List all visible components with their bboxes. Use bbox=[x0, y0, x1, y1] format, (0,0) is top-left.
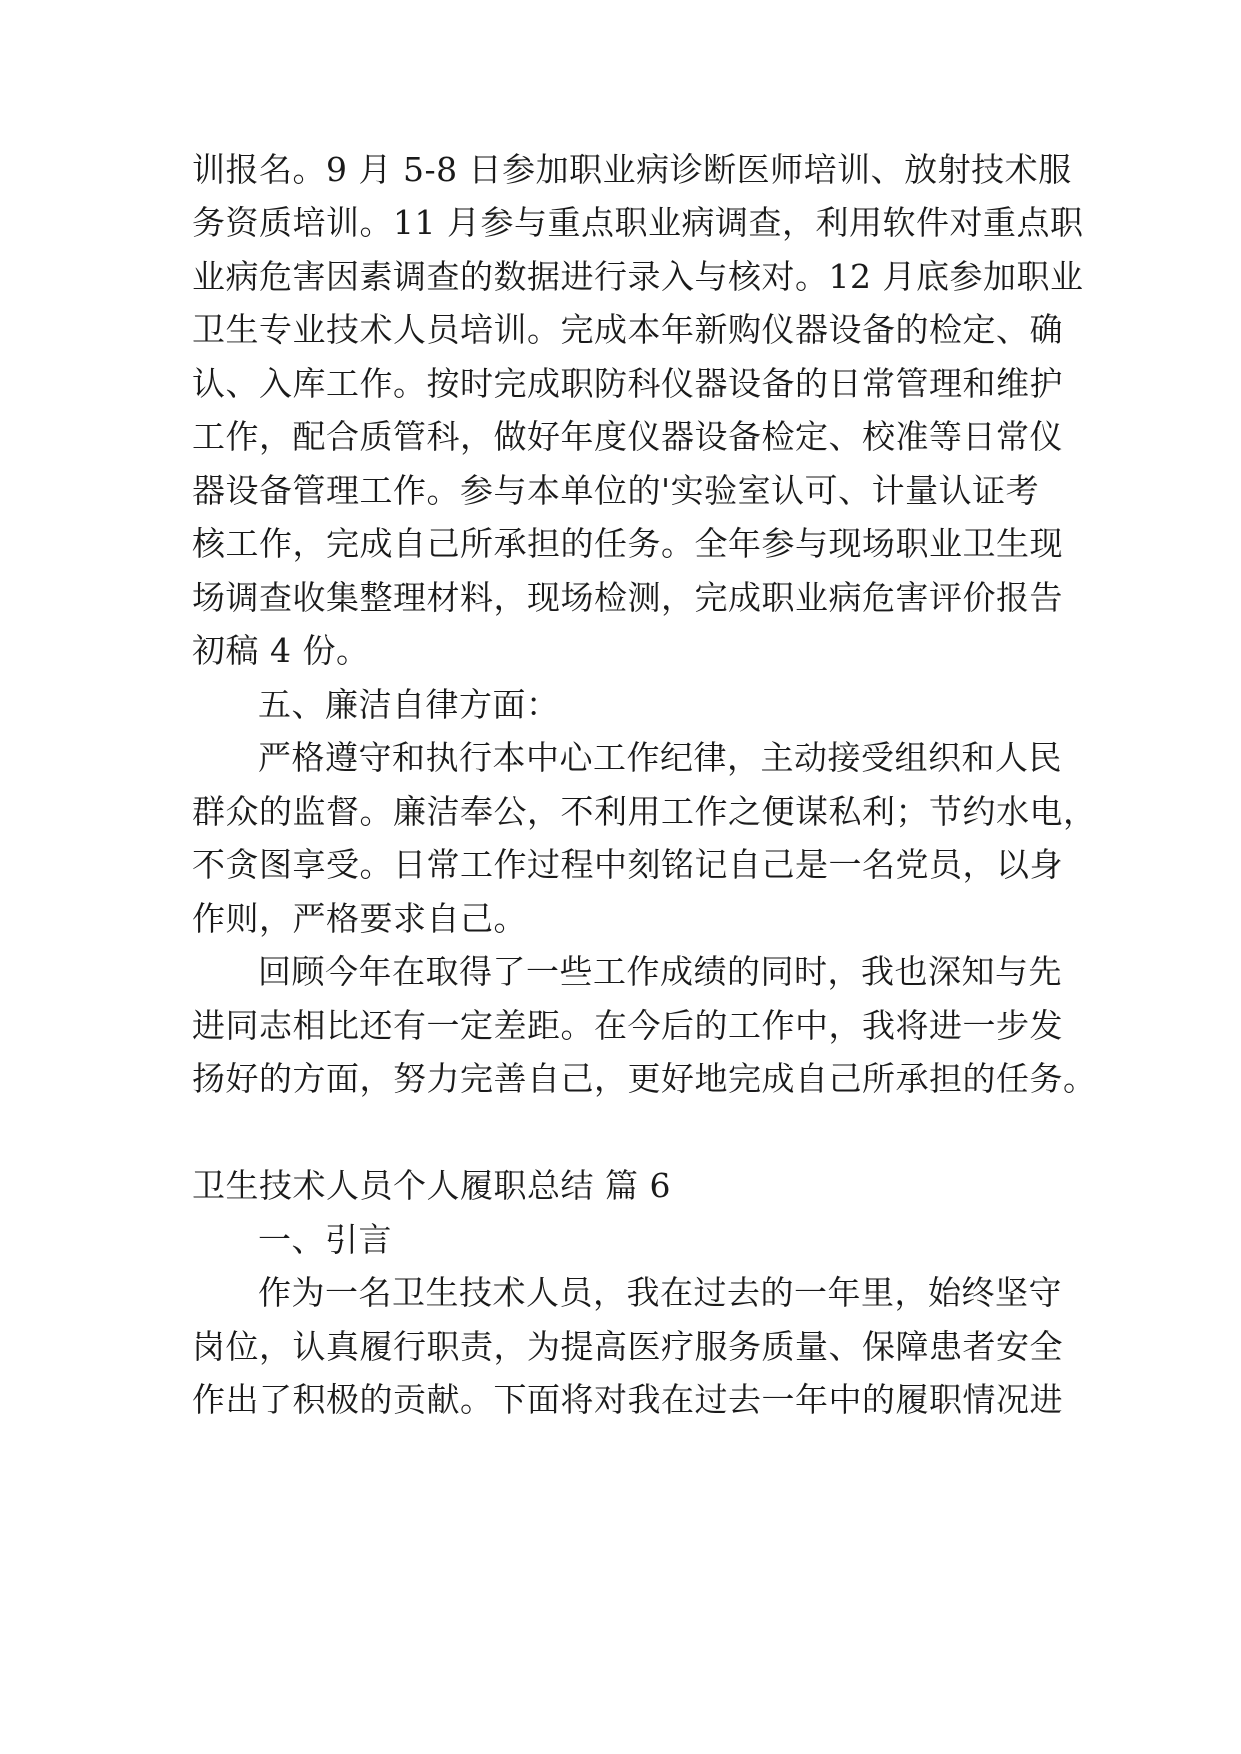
body-text-line: 初稿 4 份。 bbox=[192, 631, 370, 670]
body-text-line: 场调查收集整理材料，现场检测，完成职业病危害评价报告 bbox=[192, 578, 1063, 617]
body-text-line: 进同志相比还有一定差距。在今后的工作中，我将进一步发 bbox=[192, 1006, 1063, 1045]
body-text-line: 不贪图享受。日常工作过程中刻铭记自己是一名党员，以身 bbox=[192, 845, 1063, 884]
body-text-line: 训报名。9 月 5-8 日参加职业病诊断医师培训、放射技术服 bbox=[192, 150, 1072, 189]
body-text-line: 群众的监督。廉洁奉公，不利用工作之便谋私利；节约水电， bbox=[192, 792, 1097, 831]
body-text-line: 业病危害因素调查的数据进行录入与核对。12 月底参加职业 bbox=[192, 257, 1084, 296]
body-text-line: 作出了积极的贡献。下面将对我在过去一年中的履职情况进 bbox=[192, 1380, 1063, 1419]
body-text-line: 认、入库工作。按时完成职防科仪器设备的日常管理和维护 bbox=[192, 364, 1063, 403]
section-title: 卫生技术人员个人履职总结 篇 6 bbox=[192, 1166, 671, 1205]
body-text-line: 器设备管理工作。参与本单位的'实验室认可、计量认证考 bbox=[192, 471, 1040, 510]
body-text-line: 作则，严格要求自己。 bbox=[192, 899, 527, 938]
body-text-line: 核工作，完成自己所承担的任务。全年参与现场职业卫生现 bbox=[192, 524, 1063, 563]
body-text-line: 扬好的方面，努力完善自己，更好地完成自己所承担的任务。 bbox=[192, 1059, 1097, 1098]
body-text-line: 卫生专业技术人员培训。完成本年新购仪器设备的检定、确 bbox=[192, 310, 1063, 349]
paragraph-first-line: 严格遵守和执行本中心工作纪律，主动接受组织和人民 bbox=[258, 738, 1062, 777]
paragraph-first-line: 作为一名卫生技术人员，我在过去的一年里，始终坚守 bbox=[258, 1273, 1062, 1312]
body-text-line: 岗位，认真履行职责，为提高医疗服务质量、保障患者安全 bbox=[192, 1327, 1063, 1366]
body-text-line: 务资质培训。11 月参与重点职业病调查，利用软件对重点职 bbox=[192, 203, 1084, 242]
section-heading: 五、廉洁自律方面： bbox=[258, 685, 560, 724]
section-heading: 一、引言 bbox=[258, 1220, 392, 1259]
paragraph-first-line: 回顾今年在取得了一些工作成绩的同时，我也深知与先 bbox=[258, 952, 1062, 991]
body-text-line: 工作，配合质管科，做好年度仪器设备检定、校准等日常仪 bbox=[192, 417, 1063, 456]
